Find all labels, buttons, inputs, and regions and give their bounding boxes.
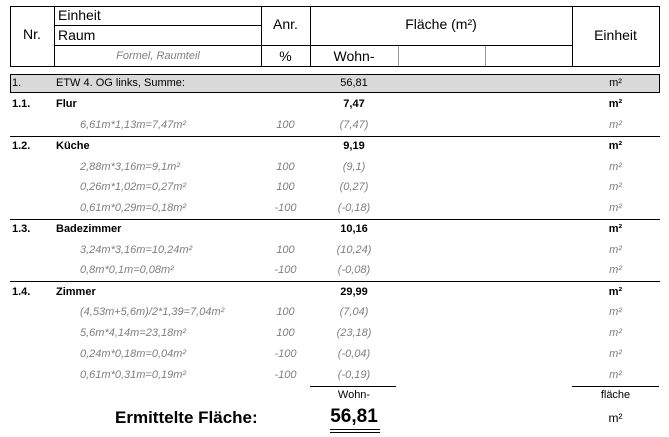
item-anr: 100 — [276, 119, 295, 131]
header-raum: Raum — [58, 27, 96, 43]
header-subcell-divider-1 — [398, 46, 399, 66]
section-total: 10,16 — [340, 223, 368, 235]
item-formula: 0,61m*0,29m=0,18m² — [80, 202, 187, 214]
summary-unit: m² — [609, 77, 622, 89]
header-wohn: Wohn- — [333, 48, 375, 64]
section-divider — [10, 219, 660, 220]
item-value: (-0,19) — [337, 369, 371, 381]
item-unit: m² — [609, 369, 622, 381]
footer-rule-value — [310, 386, 396, 387]
item-formula: 5,6m*4,14m=23,18m² — [80, 327, 187, 339]
item-unit: m² — [609, 181, 622, 193]
item-value: (7,04) — [339, 306, 369, 318]
item-value: (0,27) — [339, 181, 369, 193]
header-einheit-line — [55, 25, 261, 26]
header-anr: Anr. — [273, 16, 298, 32]
item-value: (-0,04) — [337, 348, 371, 360]
section-unit: m² — [608, 140, 623, 152]
section-nr: 1.3. — [12, 223, 31, 235]
footer-underline-1 — [330, 429, 380, 430]
summary-left-border — [10, 74, 11, 93]
item-anr: -100 — [274, 369, 297, 381]
item-unit: m² — [609, 119, 622, 131]
item-formula: 0,24m*0,18m=0,04m² — [80, 348, 187, 360]
section-nr: 1.2. — [12, 140, 31, 152]
item-anr: -100 — [274, 264, 297, 276]
section-unit: m² — [608, 223, 623, 235]
section-unit: m² — [608, 98, 623, 110]
item-unit: m² — [609, 306, 622, 318]
footer-underline-2 — [330, 432, 380, 433]
item-unit: m² — [609, 264, 622, 276]
item-unit: m² — [609, 348, 622, 360]
item-anr: -100 — [274, 348, 297, 360]
header-right-border — [659, 6, 660, 67]
item-anr: 100 — [276, 327, 295, 339]
header-raum-line — [55, 45, 261, 46]
item-formula: 6,61m*1,13m=7,47m² — [80, 119, 187, 131]
header-subcell-divider-2 — [485, 46, 486, 66]
item-unit: m² — [609, 161, 622, 173]
footer-unit: m² — [608, 411, 623, 425]
footer-label: Ermittelte Fläche: — [115, 408, 258, 427]
footer-flaeche: fläche — [600, 389, 631, 401]
footer-total-value: 56,81 — [330, 406, 378, 427]
item-value: (9,1) — [342, 161, 366, 173]
summary-bottom-border — [10, 92, 660, 93]
header-unit-line — [261, 45, 572, 46]
header-einheit-col: Einheit — [594, 27, 637, 43]
item-anr: 100 — [276, 244, 295, 256]
header-flaeche: Fläche (m²) — [405, 16, 477, 32]
item-anr: 100 — [276, 161, 295, 173]
item-formula: 0,8m*0,1m=0,08m² — [80, 264, 174, 276]
summary-right-border — [659, 74, 660, 93]
section-name: Flur — [56, 98, 77, 110]
item-unit: m² — [609, 202, 622, 214]
header-bottom-border — [10, 66, 660, 67]
section-name: Küche — [56, 140, 90, 152]
footer-wohn: Wohn- — [337, 389, 371, 401]
section-unit: m² — [608, 286, 623, 298]
header-nr: Nr. — [23, 26, 41, 42]
section-total: 9,19 — [343, 140, 365, 152]
item-value: (7,47) — [339, 119, 369, 131]
header-einheit: Einheit — [58, 7, 101, 23]
item-value: (-0,18) — [337, 202, 371, 214]
header-formel: Formel, Raumteil — [116, 50, 200, 62]
summary-value: 56,81 — [340, 77, 368, 89]
summary-label: ETW 4. OG links, Summe: — [56, 77, 185, 89]
item-anr: 100 — [276, 181, 295, 193]
section-divider — [10, 136, 660, 137]
summary-nr: 1. — [12, 77, 22, 89]
item-formula: (4,53m+5,6m)/2*1,39=7,04m² — [80, 306, 225, 318]
footer-rule-unit — [572, 386, 659, 387]
item-formula: 0,61m*0,31m=0,19m² — [80, 369, 187, 381]
item-unit: m² — [609, 327, 622, 339]
item-anr: 100 — [276, 306, 295, 318]
section-total: 29,99 — [340, 286, 368, 298]
section-nr: 1.1. — [12, 98, 31, 110]
summary-top-border — [10, 74, 660, 75]
item-unit: m² — [609, 244, 622, 256]
section-divider — [10, 281, 660, 282]
item-formula: 3,24m*3,16m=10,24m² — [80, 244, 193, 256]
section-nr: 1.4. — [12, 286, 31, 298]
section-total: 7,47 — [343, 98, 365, 110]
header-top-border — [10, 6, 660, 7]
section-name: Zimmer — [56, 286, 96, 298]
item-value: (10,24) — [336, 244, 372, 256]
item-anr: -100 — [274, 202, 297, 214]
header-anr-unit: % — [279, 48, 292, 64]
section-name: Badezimmer — [56, 223, 122, 235]
item-formula: 0,26m*1,02m=0,27m² — [80, 181, 187, 193]
item-formula: 2,88m*3,16m=9,1m² — [80, 161, 180, 173]
item-value: (-0,08) — [337, 264, 371, 276]
item-value: (23,18) — [336, 327, 372, 339]
